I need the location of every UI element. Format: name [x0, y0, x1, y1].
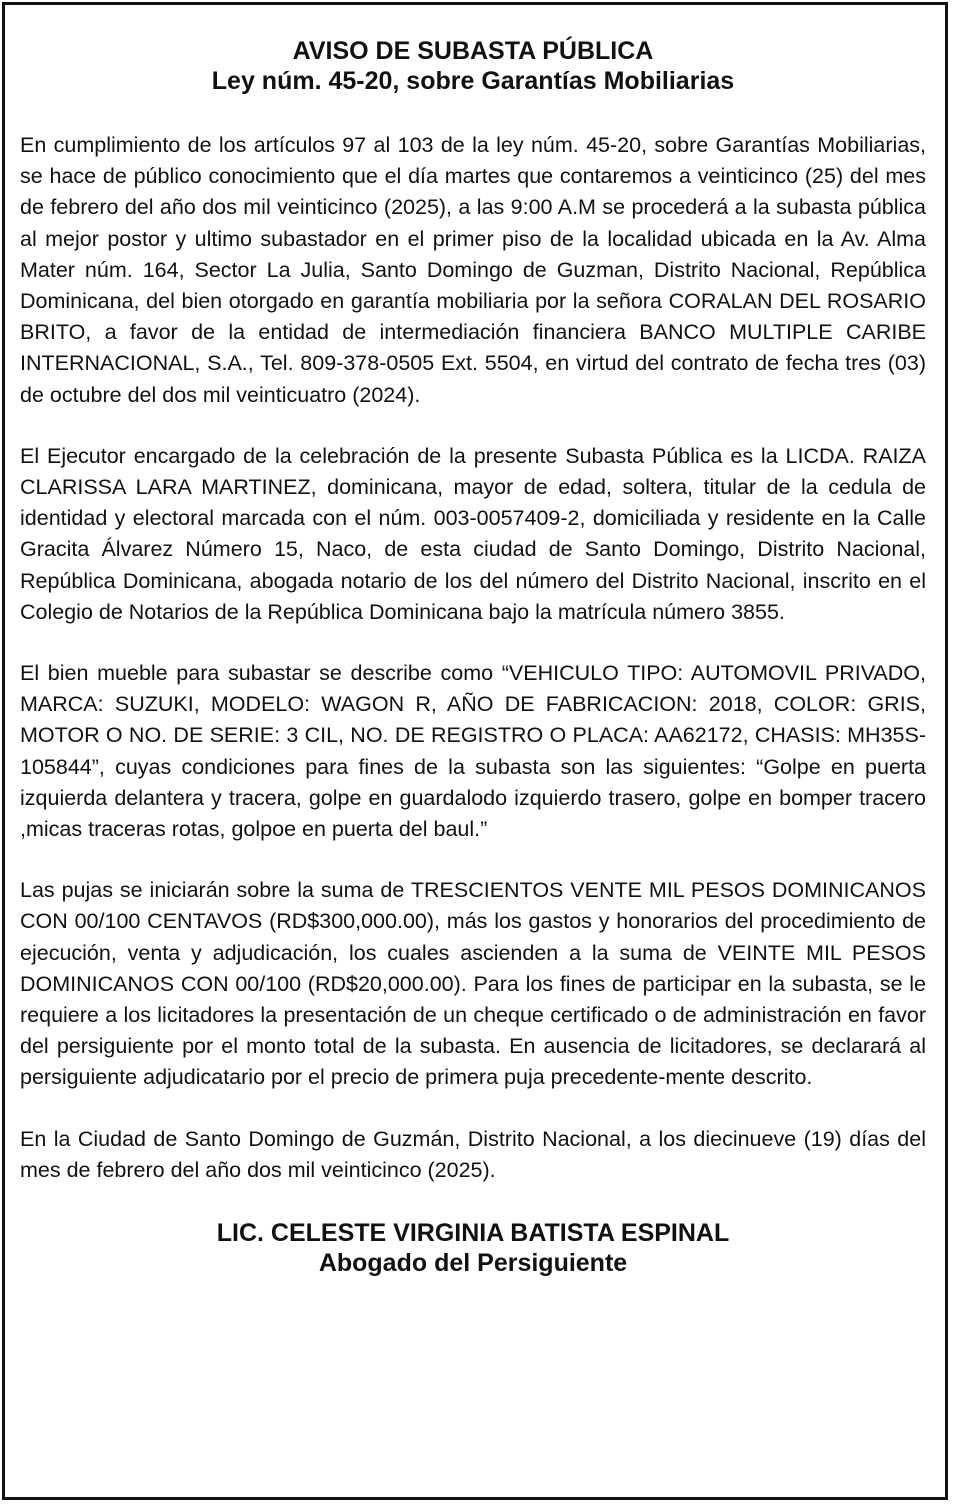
notice-subtitle: Ley núm. 45-20, sobre Garantías Mobiliarias: [211, 67, 735, 95]
paragraph-vehicle: El bien mueble para subastar se describe como “VEHICULO TIPO: AUTOMOVIL PRIVADO, MARCA: SUZUKI, MODELO: WAGON R, AÑO DE FABRICACION: 2018, COLOR: GRIS, MOTOR O NO. DE SERIE: 3 CIL, NO. DE REGISTRO O PLACA: AA62172, CHASIS: MH35S-105844”, cuyas condiciones para fines de la subasta son las siguientes: “Golpe en puerta izquierda delantera y tracera, golpe en guardalodo izquierdo trasero, golpe en bomper tracero ,micas traceras rotas, golpoe en puerta del baul.”: [20, 661, 926, 842]
signature-role: Abogado del Persiguiente: [318, 1249, 628, 1278]
signature-name: LIC. CELESTE VIRGINIA BATISTA ESPINAL: [216, 1219, 730, 1248]
paragraph-bidding: Las pujas se iniciarán sobre la suma de TRESCIENTOS VENTE MIL PESOS DOMINICANOS CON 00/100 CENTAVOS (RD$300,000.00), más los gastos y honorarios del procedimiento de ejecución, venta y adjudicación, los cuales ascienden a la suma de VEINTE MIL PESOS DOMINICANOS CON 00/100 (RD$20,000.00). Para los fines de participar en la subasta, se le requiere a los licitadores la presentación de un cheque certificado o de administración en favor del persiguiente por el monto total de la subasta. En ausencia de licitadores, se declarará al persiguiente adjudicatario por el precio de primera puja precedente-mente descrito.: [20, 878, 926, 1090]
notice-content: [20, 36, 926, 1278]
paragraph-date: En la Ciudad de Santo Domingo de Guzmán, Distrito Nacional, a los diecinueve (19) días del mes de febrero del año dos mil veinticinco (2025).: [20, 1126, 926, 1182]
signature-block: [20, 1218, 926, 1278]
paragraph-announcement: En cumplimiento de los artículos 97 al 103 de la ley núm. 45-20, sobre Garantías Mobiliarias, se hace de público conocimiento que el día martes que contaremos a veinticinco (25) del mes de febrero del año dos mil veinticinco (2025), a las 9:00 A.M se procederá a la subasta pública al mejor postor y ultimo subastador en el primer piso de la localidad ubicada en la Av. Alma Mater núm. 164, Sector La Julia, Santo Domingo de Guzman, Distrito Nacional, República Dominicana, del bien otorgado en garantía mobiliaria por la señora CORALAN DEL ROSARIO BRITO, a favor de la entidad de intermediación financiera BANCO MULTIPLE CARIBE INTERNACIONAL, S.A., Tel. 809-378-0505 Ext. 5504, en virtud del contrato de fecha tres (03) de octubre del dos mil veinticuatro (2024).: [20, 133, 926, 407]
paragraph-executor: El Ejecutor encargado de la celebración de la presente Subasta Pública es la LICDA. RAIZA CLARISSA LARA MARTINEZ, dominicana, mayor de edad, soltera, titular de la cedula de identidad y electoral marcada con el núm. 003-0057409-2, domiciliada y residente en la Calle Gracita Álvarez Número 15, Naco, de esta ciudad de Santo Domingo, Distrito Nacional, República Dominicana, abogada notario de los del número del Distrito Nacional, inscrito en el Colegio de Notarios de la República Dominicana bajo la matrícula número 3855.: [20, 443, 926, 624]
notice-title: AVISO DE SUBASTA PÚBLICA: [292, 37, 654, 65]
notice-header: [20, 36, 926, 96]
notice-body: [20, 130, 926, 1186]
